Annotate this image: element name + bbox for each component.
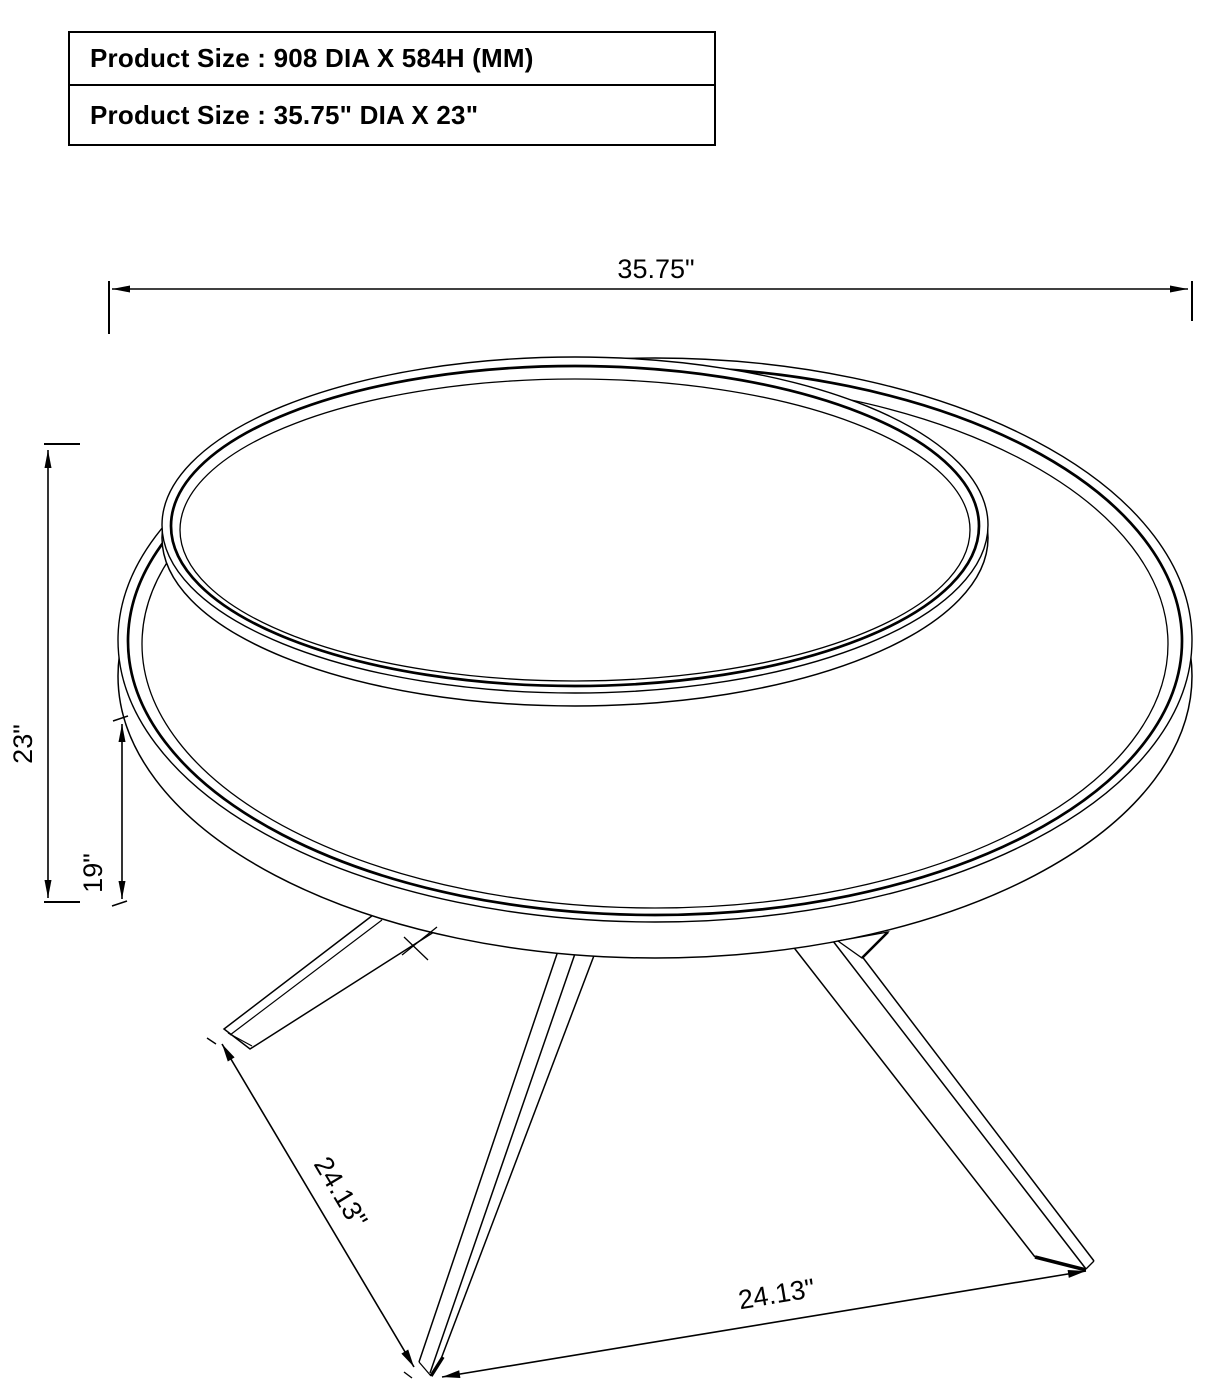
dim-label-leg-spread-left: 24.13" — [307, 1151, 374, 1234]
arrowhead — [112, 286, 130, 293]
arrowhead — [45, 450, 52, 468]
dim-extension-tick — [112, 901, 127, 906]
dim-leg-spread-left — [207, 1038, 414, 1378]
dim-leg-spread-front — [442, 1270, 1086, 1378]
small-top-outer-edge — [162, 357, 988, 693]
dim-overall-height — [8, 444, 80, 902]
arrowhead — [1170, 286, 1188, 293]
dim-extension-tick — [404, 1372, 412, 1378]
arrowhead — [442, 1370, 460, 1378]
middle-leg — [419, 945, 598, 1376]
right-leg — [788, 932, 1094, 1270]
dim-line — [222, 1044, 414, 1367]
left-leg — [224, 912, 437, 1049]
small-table-top — [162, 357, 988, 706]
dim-leg-height — [78, 716, 128, 906]
dim-extension-tick — [207, 1038, 216, 1044]
arrowhead — [401, 1350, 414, 1368]
arrowhead — [45, 880, 52, 898]
product-size-mm-label: Product Size : 908 DIA X 584H (MM) — [90, 43, 534, 73]
dim-top-width — [109, 254, 1192, 334]
arrowhead — [222, 1044, 235, 1062]
arrowhead — [119, 881, 126, 899]
product-size-inch-label: Product Size : 35.75" DIA X 23" — [90, 99, 479, 130]
dim-label-leg-height: 19" — [78, 853, 108, 893]
dim-label-overall-height: 23" — [8, 724, 38, 764]
dim-label-leg-spread-front: 24.13" — [735, 1272, 818, 1316]
arrowhead — [1068, 1270, 1086, 1278]
dim-label-top-width: 35.75" — [617, 254, 695, 284]
arrowhead — [119, 724, 126, 742]
